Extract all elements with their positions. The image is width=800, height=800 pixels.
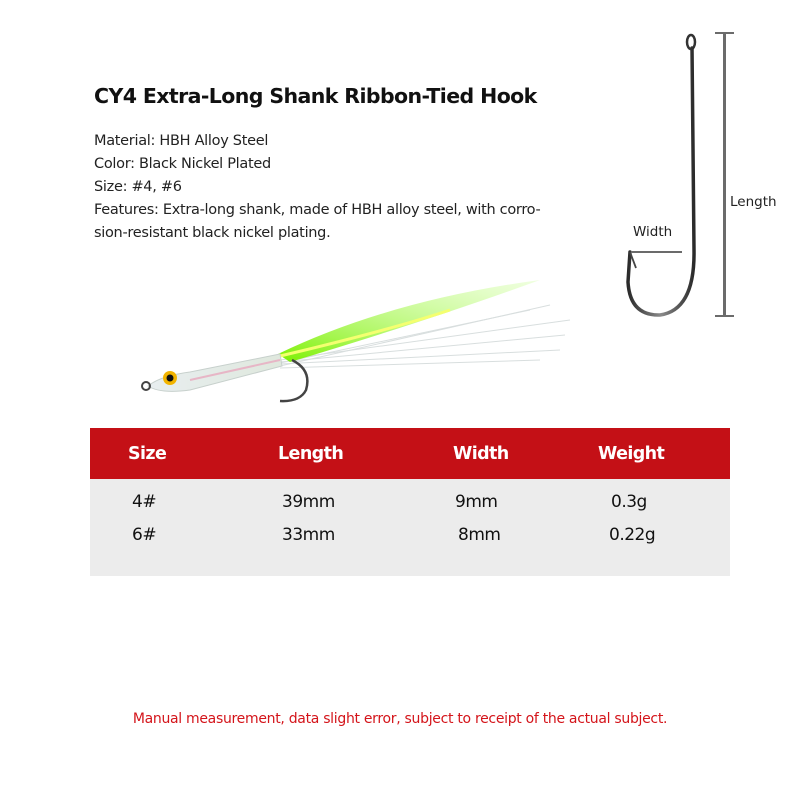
length-label: Length	[730, 194, 777, 210]
column-header-size: Size	[128, 444, 167, 464]
spec-size: Size: #4, #6	[94, 179, 182, 195]
cell-weight: 0.22g	[609, 525, 656, 545]
spec-features: Features: Extra-long shank, made of HBH alloy steel, with corro-	[94, 202, 541, 218]
width-label: Width	[633, 224, 673, 240]
cell-length: 39mm	[282, 492, 335, 512]
product-specs	[94, 130, 614, 245]
hook-dimension-diagram	[600, 20, 800, 330]
cell-size: 4#	[132, 492, 157, 512]
cell-width: 8mm	[458, 525, 501, 545]
measurement-disclaimer: Manual measurement, data slight error, subject to receipt of the actual subject.	[132, 711, 668, 727]
cell-length: 33mm	[282, 525, 335, 545]
cell-width: 9mm	[455, 492, 498, 512]
table-header	[90, 428, 730, 479]
cell-size: 6#	[132, 525, 157, 545]
ribbon-tied-fly-image	[130, 250, 590, 410]
width-dimension-line	[631, 251, 682, 253]
length-dimension-cap-bottom	[715, 315, 734, 317]
spec-material: Material: HBH Alloy Steel	[94, 133, 269, 149]
cell-weight: 0.3g	[611, 492, 647, 512]
column-header-width: Width	[453, 444, 509, 464]
size-spec-table	[90, 428, 730, 576]
spec-color: Color: Black Nickel Plated	[94, 156, 271, 172]
spec-features-cont: sion-resistant black nickel plating.	[94, 225, 331, 241]
product-title: CY4 Extra-Long Shank Ribbon-Tied Hook	[94, 84, 537, 108]
column-header-length: Length	[278, 444, 344, 464]
column-header-weight: Weight	[598, 444, 665, 464]
hook-image	[600, 20, 800, 330]
length-dimension-line	[723, 32, 726, 316]
